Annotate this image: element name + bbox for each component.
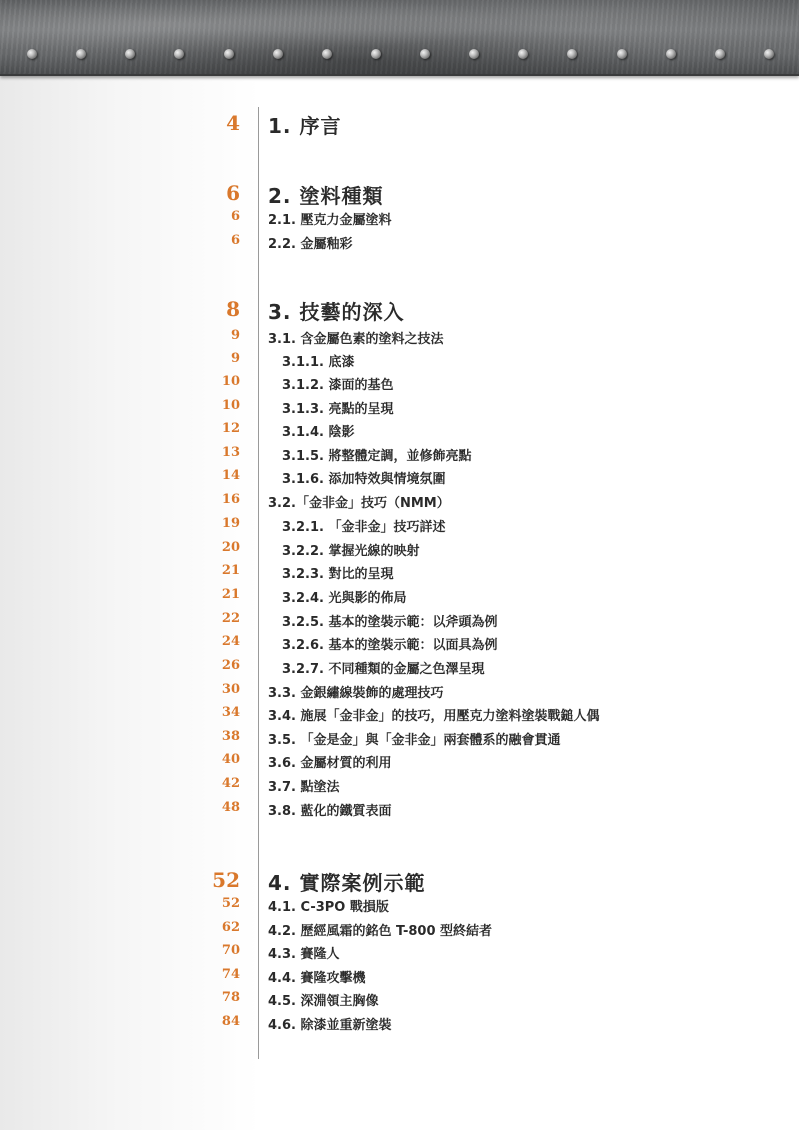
toc-page-number: 26: [221, 658, 240, 673]
toc-page-number: 30: [221, 682, 240, 697]
toc-page-number: 24: [221, 634, 240, 649]
toc-entry[interactable]: 3.5. 「金是金」與「金非金」兩套體系的融會貫通: [268, 733, 561, 748]
toc-entry[interactable]: 3.1.4. 陰影: [282, 425, 355, 440]
rivet-icon: [76, 49, 86, 59]
toc-page-number: 8: [226, 297, 240, 321]
toc-entry[interactable]: 2.1. 壓克力金屬塗料: [268, 213, 392, 228]
toc-entry[interactable]: 3.2.「金非金」技巧（NMM）: [268, 496, 450, 511]
toc-entry[interactable]: 4.4. 賽隆攻擊機: [268, 971, 366, 986]
toc-page-number: 42: [221, 776, 240, 791]
toc-entry[interactable]: 3.2.4. 光與影的佈局: [282, 591, 407, 606]
toc-entry[interactable]: 3.6. 金屬材質的利用: [268, 756, 392, 771]
rivet-icon: [322, 49, 332, 59]
rivet-icon: [125, 49, 135, 59]
toc-page-number: 6: [226, 181, 240, 205]
toc-page-number: 19: [221, 516, 240, 531]
toc-page-number: 20: [221, 540, 240, 555]
toc-entry[interactable]: 3.1.3. 亮點的呈現: [282, 402, 394, 417]
toc-entry[interactable]: 4.5. 深淵領主胸像: [268, 994, 379, 1009]
toc-entry[interactable]: 3.1.1. 底漆: [282, 355, 355, 370]
toc-page-number: 52: [212, 868, 240, 892]
toc-divider: [258, 107, 259, 1059]
toc-page-number: 78: [221, 990, 240, 1005]
metal-plate-banner: [0, 0, 799, 76]
toc-page-number: 34: [221, 705, 240, 720]
toc-entry[interactable]: 3.4. 施展「金非金」的技巧，用壓克力塗料塗裝戰鎚人偶: [268, 709, 600, 724]
toc-heading[interactable]: 2. 塗料種類: [268, 184, 384, 208]
toc-page-number: 84: [221, 1014, 240, 1029]
toc-page-number: 6: [230, 209, 240, 224]
toc-entry[interactable]: 3.7. 點塗法: [268, 780, 340, 795]
rivet-icon: [567, 49, 577, 59]
banner-edge: [0, 74, 799, 76]
toc-page-number: 16: [221, 492, 240, 507]
toc-page-number: 10: [221, 374, 240, 389]
toc-page-number: 6: [230, 233, 240, 248]
toc-page-number: 52: [221, 896, 240, 911]
toc-entry[interactable]: 4.2. 歷經風霜的銘色 T-800 型終結者: [268, 924, 493, 939]
toc-page-number: 10: [221, 398, 240, 413]
rivet-icon: [27, 49, 37, 59]
toc-entry[interactable]: 3.2.7. 不同種類的金屬之色澤呈現: [282, 662, 485, 677]
toc-entry[interactable]: 3.2.3. 對比的呈現: [282, 567, 394, 582]
rivet-icon: [469, 49, 479, 59]
toc-entry[interactable]: 4.1. C-3PO 戰損版: [268, 900, 389, 915]
toc-page-number: 13: [221, 445, 240, 460]
toc-entry[interactable]: 3.1.2. 漆面的基色: [282, 378, 394, 393]
toc-heading[interactable]: 4. 實際案例示範: [268, 871, 426, 895]
rivet-icon: [420, 49, 430, 59]
toc-page-number: 48: [221, 800, 240, 815]
toc-entry[interactable]: 3.1.5. 將整體定調，並修飾亮點: [282, 449, 472, 464]
toc-entry[interactable]: 3.3. 金銀繡線裝飾的處理技巧: [268, 686, 444, 701]
rivet-icon: [764, 49, 774, 59]
toc-page-number: 70: [221, 943, 240, 958]
toc-entry[interactable]: 4.3. 賽隆人: [268, 947, 340, 962]
toc-entry[interactable]: 2.2. 金屬釉彩: [268, 237, 353, 252]
toc-entry[interactable]: 3.2.5. 基本的塗裝示範：以斧頭為例: [282, 615, 498, 630]
toc-entry[interactable]: 3.2.6. 基本的塗裝示範：以面具為例: [282, 638, 498, 653]
toc-entry[interactable]: 3.2.1. 「金非金」技巧詳述: [282, 520, 446, 535]
toc-page-number: 12: [221, 421, 240, 436]
toc-page-number: 21: [221, 587, 240, 602]
toc-page-number: 40: [221, 752, 240, 767]
toc-page-number: 14: [221, 468, 240, 483]
toc-page-number: 9: [230, 328, 240, 343]
toc-entry[interactable]: 4.6. 除漆並重新塗裝: [268, 1018, 392, 1033]
toc-page-number: 38: [221, 729, 240, 744]
rivet-icon: [715, 49, 725, 59]
toc-entry[interactable]: 3.1.6. 添加特效與情境氛圍: [282, 472, 446, 487]
rivet-icon: [174, 49, 184, 59]
toc-heading[interactable]: 1. 序言: [268, 114, 342, 138]
rivet-icon: [371, 49, 381, 59]
rivet-icon: [666, 49, 676, 59]
rivet-icon: [224, 49, 234, 59]
toc-entry[interactable]: 3.2.2. 掌握光線的映射: [282, 544, 420, 559]
toc-page-number: 4: [226, 111, 240, 135]
toc-entry[interactable]: 3.1. 含金屬色素的塗料之技法: [268, 332, 444, 347]
rivet-icon: [617, 49, 627, 59]
toc-entry[interactable]: 3.8. 藍化的鐵質表面: [268, 804, 392, 819]
rivet-icon: [518, 49, 528, 59]
toc-page-number: 9: [230, 351, 240, 366]
rivet-icon: [273, 49, 283, 59]
toc-page-number: 62: [221, 920, 240, 935]
toc-page-number: 22: [221, 611, 240, 626]
toc-page-number: 21: [221, 563, 240, 578]
toc-heading[interactable]: 3. 技藝的深入: [268, 300, 405, 324]
toc-page-number: 74: [221, 967, 240, 982]
